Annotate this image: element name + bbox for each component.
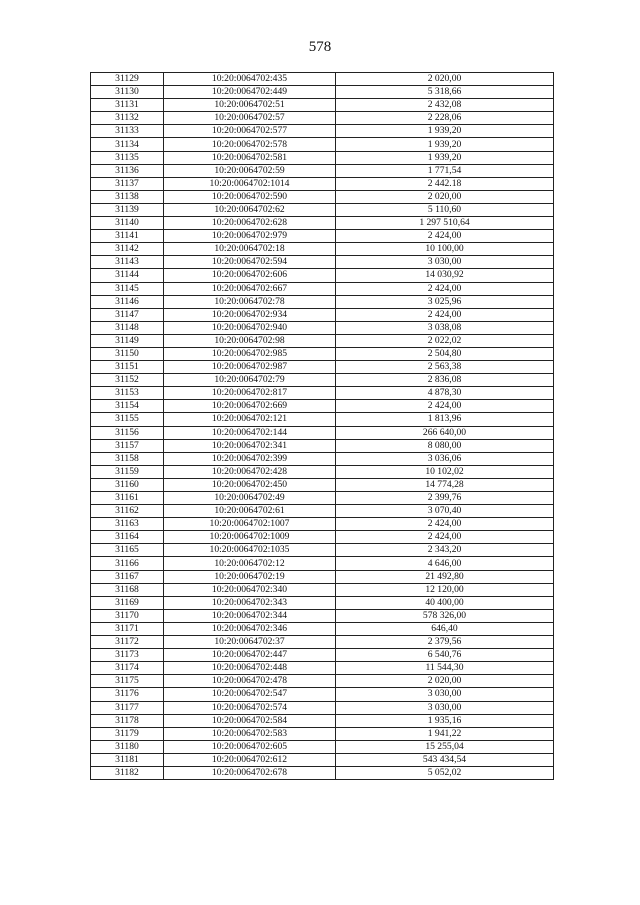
cadastral-number-cell: 10:20:0064702:98	[164, 334, 336, 347]
table-row	[91, 243, 554, 256]
cadastral-number-cell: 10:20:0064702:547	[164, 688, 336, 701]
cadastral-number-cell: 10:20:0064702:447	[164, 649, 336, 662]
cadastral-number-cell: 10:20:0064702:57	[164, 112, 336, 125]
cadastral-number-cell: 10:20:0064702:399	[164, 452, 336, 465]
table-row	[91, 203, 554, 216]
value-cell: 10 102,02	[336, 465, 554, 478]
cadastral-table	[90, 72, 554, 780]
cadastral-number-cell: 10:20:0064702:61	[164, 505, 336, 518]
value-cell: 1 935,16	[336, 714, 554, 727]
row-number-cell: 31135	[91, 151, 164, 164]
table-row	[91, 439, 554, 452]
row-number-cell: 31168	[91, 583, 164, 596]
row-number-cell: 31161	[91, 492, 164, 505]
row-number-cell: 31140	[91, 217, 164, 230]
cadastral-number-cell: 10:20:0064702:343	[164, 596, 336, 609]
table-row	[91, 190, 554, 203]
value-cell: 1 941,22	[336, 727, 554, 740]
row-number-cell: 31159	[91, 465, 164, 478]
row-number-cell: 31130	[91, 86, 164, 99]
cadastral-number-cell: 10:20:0064702:584	[164, 714, 336, 727]
row-number-cell: 31144	[91, 269, 164, 282]
row-number-cell: 31171	[91, 622, 164, 635]
table-row	[91, 138, 554, 151]
cadastral-number-cell: 10:20:0064702:51	[164, 99, 336, 112]
row-number-cell: 31177	[91, 701, 164, 714]
page-number: 578	[308, 39, 332, 55]
value-cell: 2 020,00	[336, 73, 554, 86]
row-number-cell: 31162	[91, 505, 164, 518]
row-number-cell: 31137	[91, 177, 164, 190]
value-cell: 1 813,96	[336, 413, 554, 426]
value-cell: 1 939,20	[336, 138, 554, 151]
value-cell: 1 297 510,64	[336, 217, 554, 230]
value-cell: 2 399,76	[336, 492, 554, 505]
cadastral-number-cell: 10:20:0064702:78	[164, 295, 336, 308]
value-cell: 2 424,00	[336, 518, 554, 531]
table-row	[91, 609, 554, 622]
row-number-cell: 31138	[91, 190, 164, 203]
cadastral-number-cell: 10:20:0064702:987	[164, 361, 336, 374]
table-row	[91, 622, 554, 635]
cadastral-number-cell: 10:20:0064702:581	[164, 151, 336, 164]
table-row	[91, 426, 554, 439]
cadastral-number-cell: 10:20:0064702:934	[164, 308, 336, 321]
cadastral-number-cell: 10:20:0064702:605	[164, 740, 336, 753]
table-row	[91, 334, 554, 347]
value-cell: 11 544,30	[336, 662, 554, 675]
table-row	[91, 99, 554, 112]
table-row	[91, 295, 554, 308]
cadastral-number-cell: 10:20:0064702:594	[164, 256, 336, 269]
row-number-cell: 31139	[91, 203, 164, 216]
row-number-cell: 31133	[91, 125, 164, 138]
row-number-cell: 31155	[91, 413, 164, 426]
row-number-cell: 31179	[91, 727, 164, 740]
table-row	[91, 740, 554, 753]
table-row	[91, 256, 554, 269]
table-row	[91, 518, 554, 531]
cadastral-number-cell: 10:20:0064702:346	[164, 622, 336, 635]
value-cell: 646,40	[336, 622, 554, 635]
value-cell: 1 771,54	[336, 164, 554, 177]
cadastral-number-cell: 10:20:0064702:449	[164, 86, 336, 99]
value-cell: 2 379,56	[336, 636, 554, 649]
cadastral-number-cell: 10:20:0064702:144	[164, 426, 336, 439]
table-row	[91, 177, 554, 190]
row-number-cell: 31147	[91, 308, 164, 321]
cadastral-number-cell: 10:20:0064702:18	[164, 243, 336, 256]
row-number-cell: 31132	[91, 112, 164, 125]
value-cell: 21 492,80	[336, 570, 554, 583]
table-row	[91, 361, 554, 374]
value-cell: 3 030,00	[336, 701, 554, 714]
table-row	[91, 400, 554, 413]
table-row	[91, 73, 554, 86]
cadastral-number-cell: 10:20:0064702:612	[164, 753, 336, 766]
table-row	[91, 230, 554, 243]
cadastral-number-cell: 10:20:0064702:669	[164, 400, 336, 413]
value-cell: 14 774,28	[336, 478, 554, 491]
cadastral-number-cell: 10:20:0064702:121	[164, 413, 336, 426]
row-number-cell: 31143	[91, 256, 164, 269]
value-cell: 3 070,40	[336, 505, 554, 518]
cadastral-number-cell: 10:20:0064702:37	[164, 636, 336, 649]
table-row	[91, 727, 554, 740]
table-row	[91, 583, 554, 596]
cadastral-number-cell: 10:20:0064702:12	[164, 557, 336, 570]
value-cell: 2 424,00	[336, 230, 554, 243]
value-cell: 3 038,08	[336, 321, 554, 334]
row-number-cell: 31167	[91, 570, 164, 583]
value-cell: 2 020,00	[336, 190, 554, 203]
row-number-cell: 31149	[91, 334, 164, 347]
row-number-cell: 31142	[91, 243, 164, 256]
value-cell: 6 540,76	[336, 649, 554, 662]
cadastral-number-cell: 10:20:0064702:340	[164, 583, 336, 596]
cadastral-number-cell: 10:20:0064702:606	[164, 269, 336, 282]
value-cell: 2 020,00	[336, 675, 554, 688]
cadastral-number-cell: 10:20:0064702:19	[164, 570, 336, 583]
value-cell: 2 228,06	[336, 112, 554, 125]
table-row	[91, 465, 554, 478]
table-row	[91, 766, 554, 779]
value-cell: 14 030,92	[336, 269, 554, 282]
row-number-cell: 31154	[91, 400, 164, 413]
table-row	[91, 387, 554, 400]
row-number-cell: 31163	[91, 518, 164, 531]
cadastral-number-cell: 10:20:0064702:985	[164, 347, 336, 360]
value-cell: 1 939,20	[336, 151, 554, 164]
cadastral-number-cell: 10:20:0064702:667	[164, 282, 336, 295]
table-row	[91, 125, 554, 138]
row-number-cell: 31170	[91, 609, 164, 622]
cadastral-number-cell: 10:20:0064702:59	[164, 164, 336, 177]
value-cell: 2 424,00	[336, 308, 554, 321]
table-row	[91, 308, 554, 321]
row-number-cell: 31175	[91, 675, 164, 688]
row-number-cell: 31141	[91, 230, 164, 243]
value-cell: 2 836,08	[336, 374, 554, 387]
row-number-cell: 31166	[91, 557, 164, 570]
value-cell: 3 030,00	[336, 256, 554, 269]
table-row	[91, 714, 554, 727]
table-row	[91, 544, 554, 557]
row-number-cell: 31174	[91, 662, 164, 675]
value-cell: 2 563,38	[336, 361, 554, 374]
value-cell: 2 343,20	[336, 544, 554, 557]
table-row	[91, 492, 554, 505]
value-cell: 2 022,02	[336, 334, 554, 347]
value-cell: 266 640,00	[336, 426, 554, 439]
table-row	[91, 596, 554, 609]
row-number-cell: 31153	[91, 387, 164, 400]
cadastral-number-cell: 10:20:0064702:428	[164, 465, 336, 478]
value-cell: 578 326,00	[336, 609, 554, 622]
table-row	[91, 505, 554, 518]
row-number-cell: 31145	[91, 282, 164, 295]
value-cell: 2 442.18	[336, 177, 554, 190]
table-row	[91, 217, 554, 230]
value-cell: 2 432,08	[336, 99, 554, 112]
value-cell: 1 939,20	[336, 125, 554, 138]
cadastral-number-cell: 10:20:0064702:1035	[164, 544, 336, 557]
value-cell: 5 110,60	[336, 203, 554, 216]
row-number-cell: 31181	[91, 753, 164, 766]
cadastral-number-cell: 10:20:0064702:628	[164, 217, 336, 230]
table-row	[91, 753, 554, 766]
row-number-cell: 31182	[91, 766, 164, 779]
value-cell: 543 434,54	[336, 753, 554, 766]
row-number-cell: 31158	[91, 452, 164, 465]
cadastral-number-cell: 10:20:0064702:62	[164, 203, 336, 216]
row-number-cell: 31165	[91, 544, 164, 557]
value-cell: 4 646,00	[336, 557, 554, 570]
table-row	[91, 347, 554, 360]
table-row	[91, 282, 554, 295]
row-number-cell: 31156	[91, 426, 164, 439]
value-cell: 15 255,04	[336, 740, 554, 753]
cadastral-number-cell: 10:20:0064702:583	[164, 727, 336, 740]
value-cell: 3 036,06	[336, 452, 554, 465]
row-number-cell: 31157	[91, 439, 164, 452]
row-number-cell: 31152	[91, 374, 164, 387]
value-cell: 12 120,00	[336, 583, 554, 596]
table-row	[91, 151, 554, 164]
cadastral-number-cell: 10:20:0064702:574	[164, 701, 336, 714]
row-number-cell: 31178	[91, 714, 164, 727]
table-row	[91, 531, 554, 544]
table-row	[91, 688, 554, 701]
table-row	[91, 321, 554, 334]
value-cell: 2 504,80	[336, 347, 554, 360]
row-number-cell: 31164	[91, 531, 164, 544]
row-number-cell: 31173	[91, 649, 164, 662]
value-cell: 40 400,00	[336, 596, 554, 609]
value-cell: 3 025,96	[336, 295, 554, 308]
value-cell: 5 052,02	[336, 766, 554, 779]
table-row	[91, 478, 554, 491]
table-row	[91, 452, 554, 465]
row-number-cell: 31148	[91, 321, 164, 334]
cadastral-number-cell: 10:20:0064702:1009	[164, 531, 336, 544]
value-cell: 5 318,66	[336, 86, 554, 99]
cadastral-number-cell: 10:20:0064702:1007	[164, 518, 336, 531]
row-number-cell: 31136	[91, 164, 164, 177]
value-cell: 8 080,00	[336, 439, 554, 452]
table-row	[91, 557, 554, 570]
cadastral-number-cell: 10:20:0064702:49	[164, 492, 336, 505]
value-cell: 2 424,00	[336, 531, 554, 544]
cadastral-number-cell: 10:20:0064702:448	[164, 662, 336, 675]
row-number-cell: 31151	[91, 361, 164, 374]
row-number-cell: 31134	[91, 138, 164, 151]
cadastral-number-cell: 10:20:0064702:344	[164, 609, 336, 622]
row-number-cell: 31160	[91, 478, 164, 491]
cadastral-number-cell: 10:20:0064702:341	[164, 439, 336, 452]
row-number-cell: 31176	[91, 688, 164, 701]
table-row	[91, 374, 554, 387]
cadastral-number-cell: 10:20:0064702:450	[164, 478, 336, 491]
value-cell: 2 424,00	[336, 400, 554, 413]
cadastral-number-cell: 10:20:0064702:817	[164, 387, 336, 400]
table-row	[91, 570, 554, 583]
table-row	[91, 86, 554, 99]
cadastral-number-cell: 10:20:0064702:79	[164, 374, 336, 387]
cadastral-number-cell: 10:20:0064702:979	[164, 230, 336, 243]
table-row	[91, 636, 554, 649]
table-row	[91, 701, 554, 714]
cadastral-number-cell: 10:20:0064702:940	[164, 321, 336, 334]
row-number-cell: 31169	[91, 596, 164, 609]
table-row	[91, 112, 554, 125]
cadastral-number-cell: 10:20:0064702:1014	[164, 177, 336, 190]
table-row	[91, 675, 554, 688]
table-row	[91, 164, 554, 177]
table-body	[91, 73, 554, 780]
cadastral-number-cell: 10:20:0064702:435	[164, 73, 336, 86]
row-number-cell: 31131	[91, 99, 164, 112]
cadastral-number-cell: 10:20:0064702:478	[164, 675, 336, 688]
cadastral-number-cell: 10:20:0064702:678	[164, 766, 336, 779]
table-row	[91, 649, 554, 662]
value-cell: 4 878,30	[336, 387, 554, 400]
value-cell: 10 100,00	[336, 243, 554, 256]
row-number-cell: 31172	[91, 636, 164, 649]
table-row	[91, 269, 554, 282]
row-number-cell: 31180	[91, 740, 164, 753]
value-cell: 3 030,00	[336, 688, 554, 701]
cadastral-number-cell: 10:20:0064702:578	[164, 138, 336, 151]
row-number-cell: 31129	[91, 73, 164, 86]
cadastral-number-cell: 10:20:0064702:577	[164, 125, 336, 138]
row-number-cell: 31150	[91, 347, 164, 360]
row-number-cell: 31146	[91, 295, 164, 308]
value-cell: 2 424,00	[336, 282, 554, 295]
cadastral-number-cell: 10:20:0064702:590	[164, 190, 336, 203]
table-row	[91, 662, 554, 675]
table-row	[91, 413, 554, 426]
